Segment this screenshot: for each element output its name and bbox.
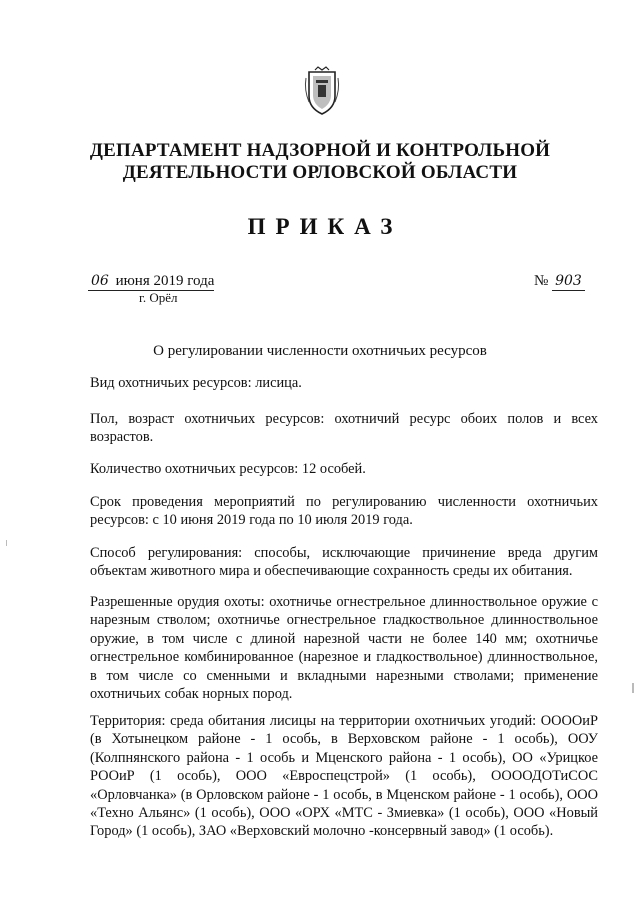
scan-mark bbox=[632, 683, 634, 693]
paragraph-territory: Территория: среда обитания лисицы на территории охотничьих угодий: ООООиР (в Хотынецком районе - 1 особь, в Верховском районе - 1 особь), ООУ (Колпнянского района - 1 особь и Мценского района - 1 особь), ОО «Урицкое РООиР (1 особь), ООО «Евроспецстрой» (1 особь), ООООДОТиСОС «Орловчанка» (в Орловском районе - 1 особь, в Мценском районе - 1 особь), ООО «Техно Альянс» (1 особь), ООО «ОРХ «МТС - Змиевка» (1 особь), ООО «Новый Город» (1 особь), ЗАО «Верховский молочно -консервный завод» (1 особь). bbox=[90, 713, 598, 840]
number-value: 903 bbox=[555, 273, 582, 289]
order-subject: О регулировании численности охотничьих ресурсов bbox=[153, 343, 487, 359]
department-name: ДЕПАРТАМЕНТ НАДЗОРНОЙ И КОНТРОЛЬНОЙ ДЕЯТЕЛЬНОСТИ ОРЛОВСКОЙ ОБЛАСТИ bbox=[89, 140, 551, 183]
order-number bbox=[534, 272, 585, 291]
city: г. Орёл bbox=[139, 290, 178, 305]
order-title: ПРИКАЗ bbox=[247, 214, 403, 239]
date-month-year: июня 2019 года bbox=[115, 273, 215, 289]
paragraph-period: Срок проведения мероприятий по регулированию численности охотничьих ресурсов: с 10 июня 2019 года по 10 июля 2019 года. bbox=[90, 494, 598, 529]
order-date bbox=[88, 272, 214, 291]
paragraph-weapons: Разрешенные орудия охоты: охотничье огнестрельное длинноствольное оружие с нарезным стволом; охотничье огнестрельное гладкоствольное длинноствольное оружие, в том числе с длиной нарезной части не более 140 мм; охотничье огнестрельное комбинированное (нарезное и гладкоствольное) длинноствольное, в том числе со сменными и вкладными нарезными стволами; применение охотничьих собак норных пород. bbox=[90, 594, 598, 703]
paragraph-species: Вид охотничьих ресурсов: лисица. bbox=[90, 375, 302, 391]
paragraph-sex-age: Пол, возраст охотничьих ресурсов: охотничий ресурс обоих полов и всех возрастов. bbox=[90, 411, 598, 446]
paragraph-quantity: Количество охотничьих ресурсов: 12 особей. bbox=[90, 461, 366, 477]
scan-mark bbox=[6, 540, 7, 546]
date-day: 06 bbox=[91, 273, 109, 289]
paragraph-method: Способ регулирования: способы, исключающие причинение вреда другим объектам животного мира и обеспечивающие сохранность среды их обитания. bbox=[90, 545, 598, 580]
number-label: № bbox=[534, 273, 549, 289]
oryol-coat-of-arms-icon bbox=[303, 66, 341, 116]
